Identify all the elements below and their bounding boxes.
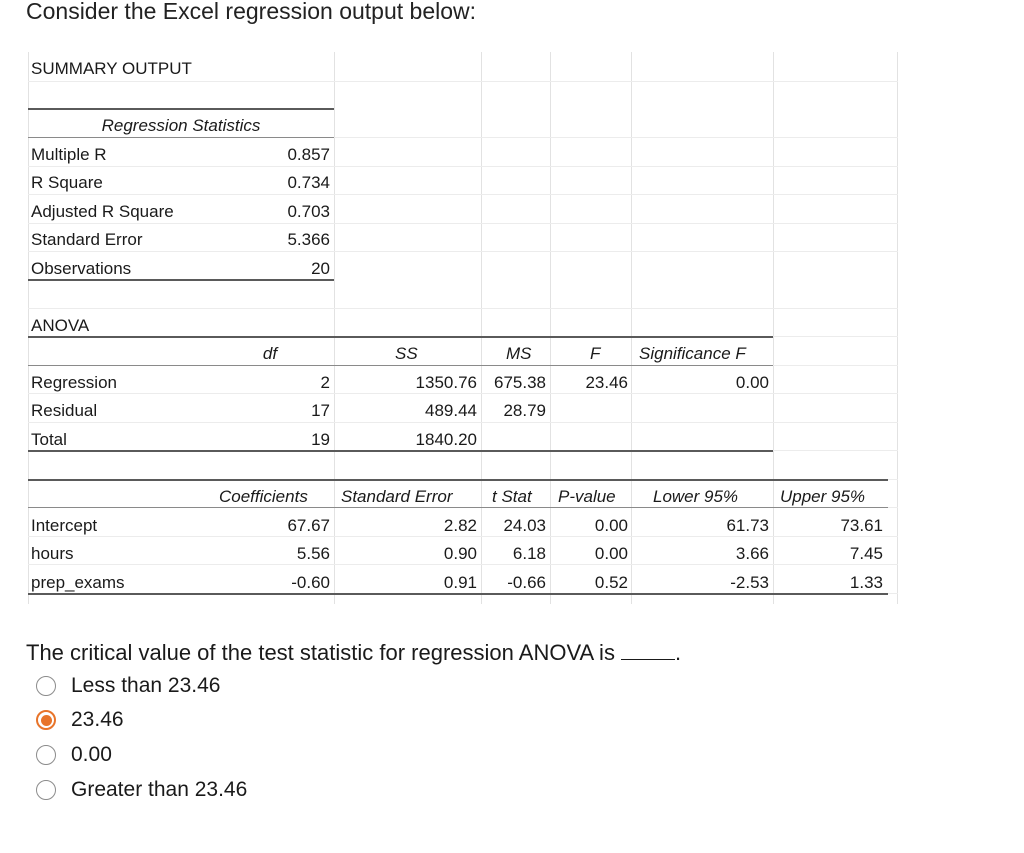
upper-95-value: 1.33: [849, 573, 883, 592]
se-value: 0.90: [443, 544, 477, 563]
table-top-rule: [28, 479, 888, 481]
anova-row-label: Total: [31, 430, 67, 449]
se-header: Standard Error: [341, 487, 453, 506]
option-label: Greater than 23.46: [71, 778, 248, 801]
coef-value: -0.60: [291, 573, 330, 592]
stat-label: Adjusted R Square: [31, 202, 174, 221]
lower-95-value: -2.53: [730, 573, 769, 592]
coef-row-label: prep_exams: [31, 573, 125, 592]
gridline: [28, 81, 898, 82]
anova-ss: 489.44: [425, 401, 477, 420]
gridline: [28, 223, 898, 224]
radio-dot: [41, 715, 52, 726]
stat-value: 20: [311, 259, 330, 278]
header-rule: [28, 365, 773, 366]
anova-header-ms: MS: [506, 344, 532, 363]
anova-ss: 1840.20: [415, 430, 477, 449]
gridline: [28, 251, 898, 252]
anova-row-label: Regression: [31, 373, 117, 392]
radio-unchecked-icon[interactable]: [36, 745, 56, 765]
radio-unchecked-icon[interactable]: [36, 676, 56, 696]
table-top-rule: [28, 336, 773, 338]
stat-value: 0.703: [287, 202, 330, 221]
question-prompt: The critical value of the test statistic for regression ANOVA is: [26, 640, 615, 665]
gridline: [28, 166, 898, 167]
coef-row-label: Intercept: [31, 516, 98, 535]
header-rule: [28, 137, 334, 138]
answer-option-greater-than[interactable]: [36, 776, 247, 804]
upper-95-header: Upper 95%: [780, 487, 866, 506]
anova-header-df: df: [262, 344, 278, 363]
gridline: [28, 194, 898, 195]
t-stat-value: -0.66: [507, 573, 546, 592]
p-value-header: P-value: [558, 487, 616, 506]
table-top-rule: [28, 108, 334, 110]
anova-df: 19: [311, 430, 330, 449]
intro-text: Consider the Excel regression output below:: [26, 0, 477, 24]
stat-label: Standard Error: [31, 230, 143, 249]
radio-unchecked-icon[interactable]: [36, 780, 56, 800]
anova-sig: 0.00: [735, 373, 769, 392]
question-text: [26, 640, 681, 666]
p-value: 0.52: [594, 573, 628, 592]
option-label: Less than 23.46: [71, 674, 221, 697]
anova-df: 17: [311, 401, 330, 420]
se-value: 2.82: [443, 516, 477, 535]
coef-row-label: hours: [31, 544, 74, 563]
summary-title: SUMMARY OUTPUT: [31, 59, 192, 78]
t-stat-value: 24.03: [503, 516, 546, 535]
upper-95-value: 7.45: [849, 544, 883, 563]
anova-f: 23.46: [585, 373, 628, 392]
gridline: [334, 52, 335, 604]
gridline: [28, 536, 898, 537]
p-value: 0.00: [594, 516, 628, 535]
radio-checked-icon[interactable]: [36, 710, 56, 730]
stat-value: 0.857: [287, 145, 330, 164]
option-label: 0.00: [71, 743, 112, 766]
lower-95-value: 61.73: [726, 516, 769, 535]
anova-header-sig: Significance F: [639, 344, 746, 363]
t-stat-value: 6.18: [512, 544, 546, 563]
answer-blank: [621, 641, 675, 660]
header-rule: [28, 507, 888, 508]
gridline: [28, 393, 898, 394]
upper-95-value: 73.61: [840, 516, 883, 535]
se-value: 0.91: [443, 573, 477, 592]
anova-ss: 1350.76: [415, 373, 477, 392]
lower-95-value: 3.66: [735, 544, 769, 563]
gridline: [28, 564, 898, 565]
anova-header-f: F: [590, 344, 601, 363]
t-stat-header: t Stat: [492, 487, 532, 506]
anova-title: ANOVA: [31, 316, 90, 335]
table-bottom-rule: [28, 593, 888, 595]
answer-option-zero[interactable]: [36, 741, 112, 769]
gridline: [28, 308, 898, 309]
anova-header-ss: SS: [395, 344, 418, 363]
answer-option-equal[interactable]: [36, 706, 124, 734]
anova-row-label: Residual: [31, 401, 98, 420]
gridline: [28, 422, 898, 423]
table-bottom-rule: [28, 279, 334, 281]
regression-stats-header: Regression Statistics: [101, 116, 261, 135]
stat-label: Observations: [31, 259, 132, 278]
coef-value: 5.56: [296, 544, 330, 563]
stat-label: R Square: [31, 173, 103, 192]
anova-df: 2: [320, 373, 330, 392]
answer-option-less-than[interactable]: [36, 672, 220, 700]
lower-95-header: Lower 95%: [653, 487, 739, 506]
stat-value: 0.734: [287, 173, 330, 192]
question-trailing: .: [674, 640, 682, 665]
gridline: [897, 52, 898, 604]
p-value: 0.00: [594, 544, 628, 563]
anova-ms: 28.79: [503, 401, 546, 420]
table-bottom-rule: [28, 450, 773, 452]
stat-label: Multiple R: [31, 145, 107, 164]
coef-value: 67.67: [287, 516, 330, 535]
option-label: 23.46: [71, 708, 124, 731]
stat-value: 5.366: [287, 230, 330, 249]
excel-regression-output: [28, 52, 898, 604]
coef-header: Coefficients: [219, 487, 308, 506]
anova-ms: 675.38: [494, 373, 546, 392]
